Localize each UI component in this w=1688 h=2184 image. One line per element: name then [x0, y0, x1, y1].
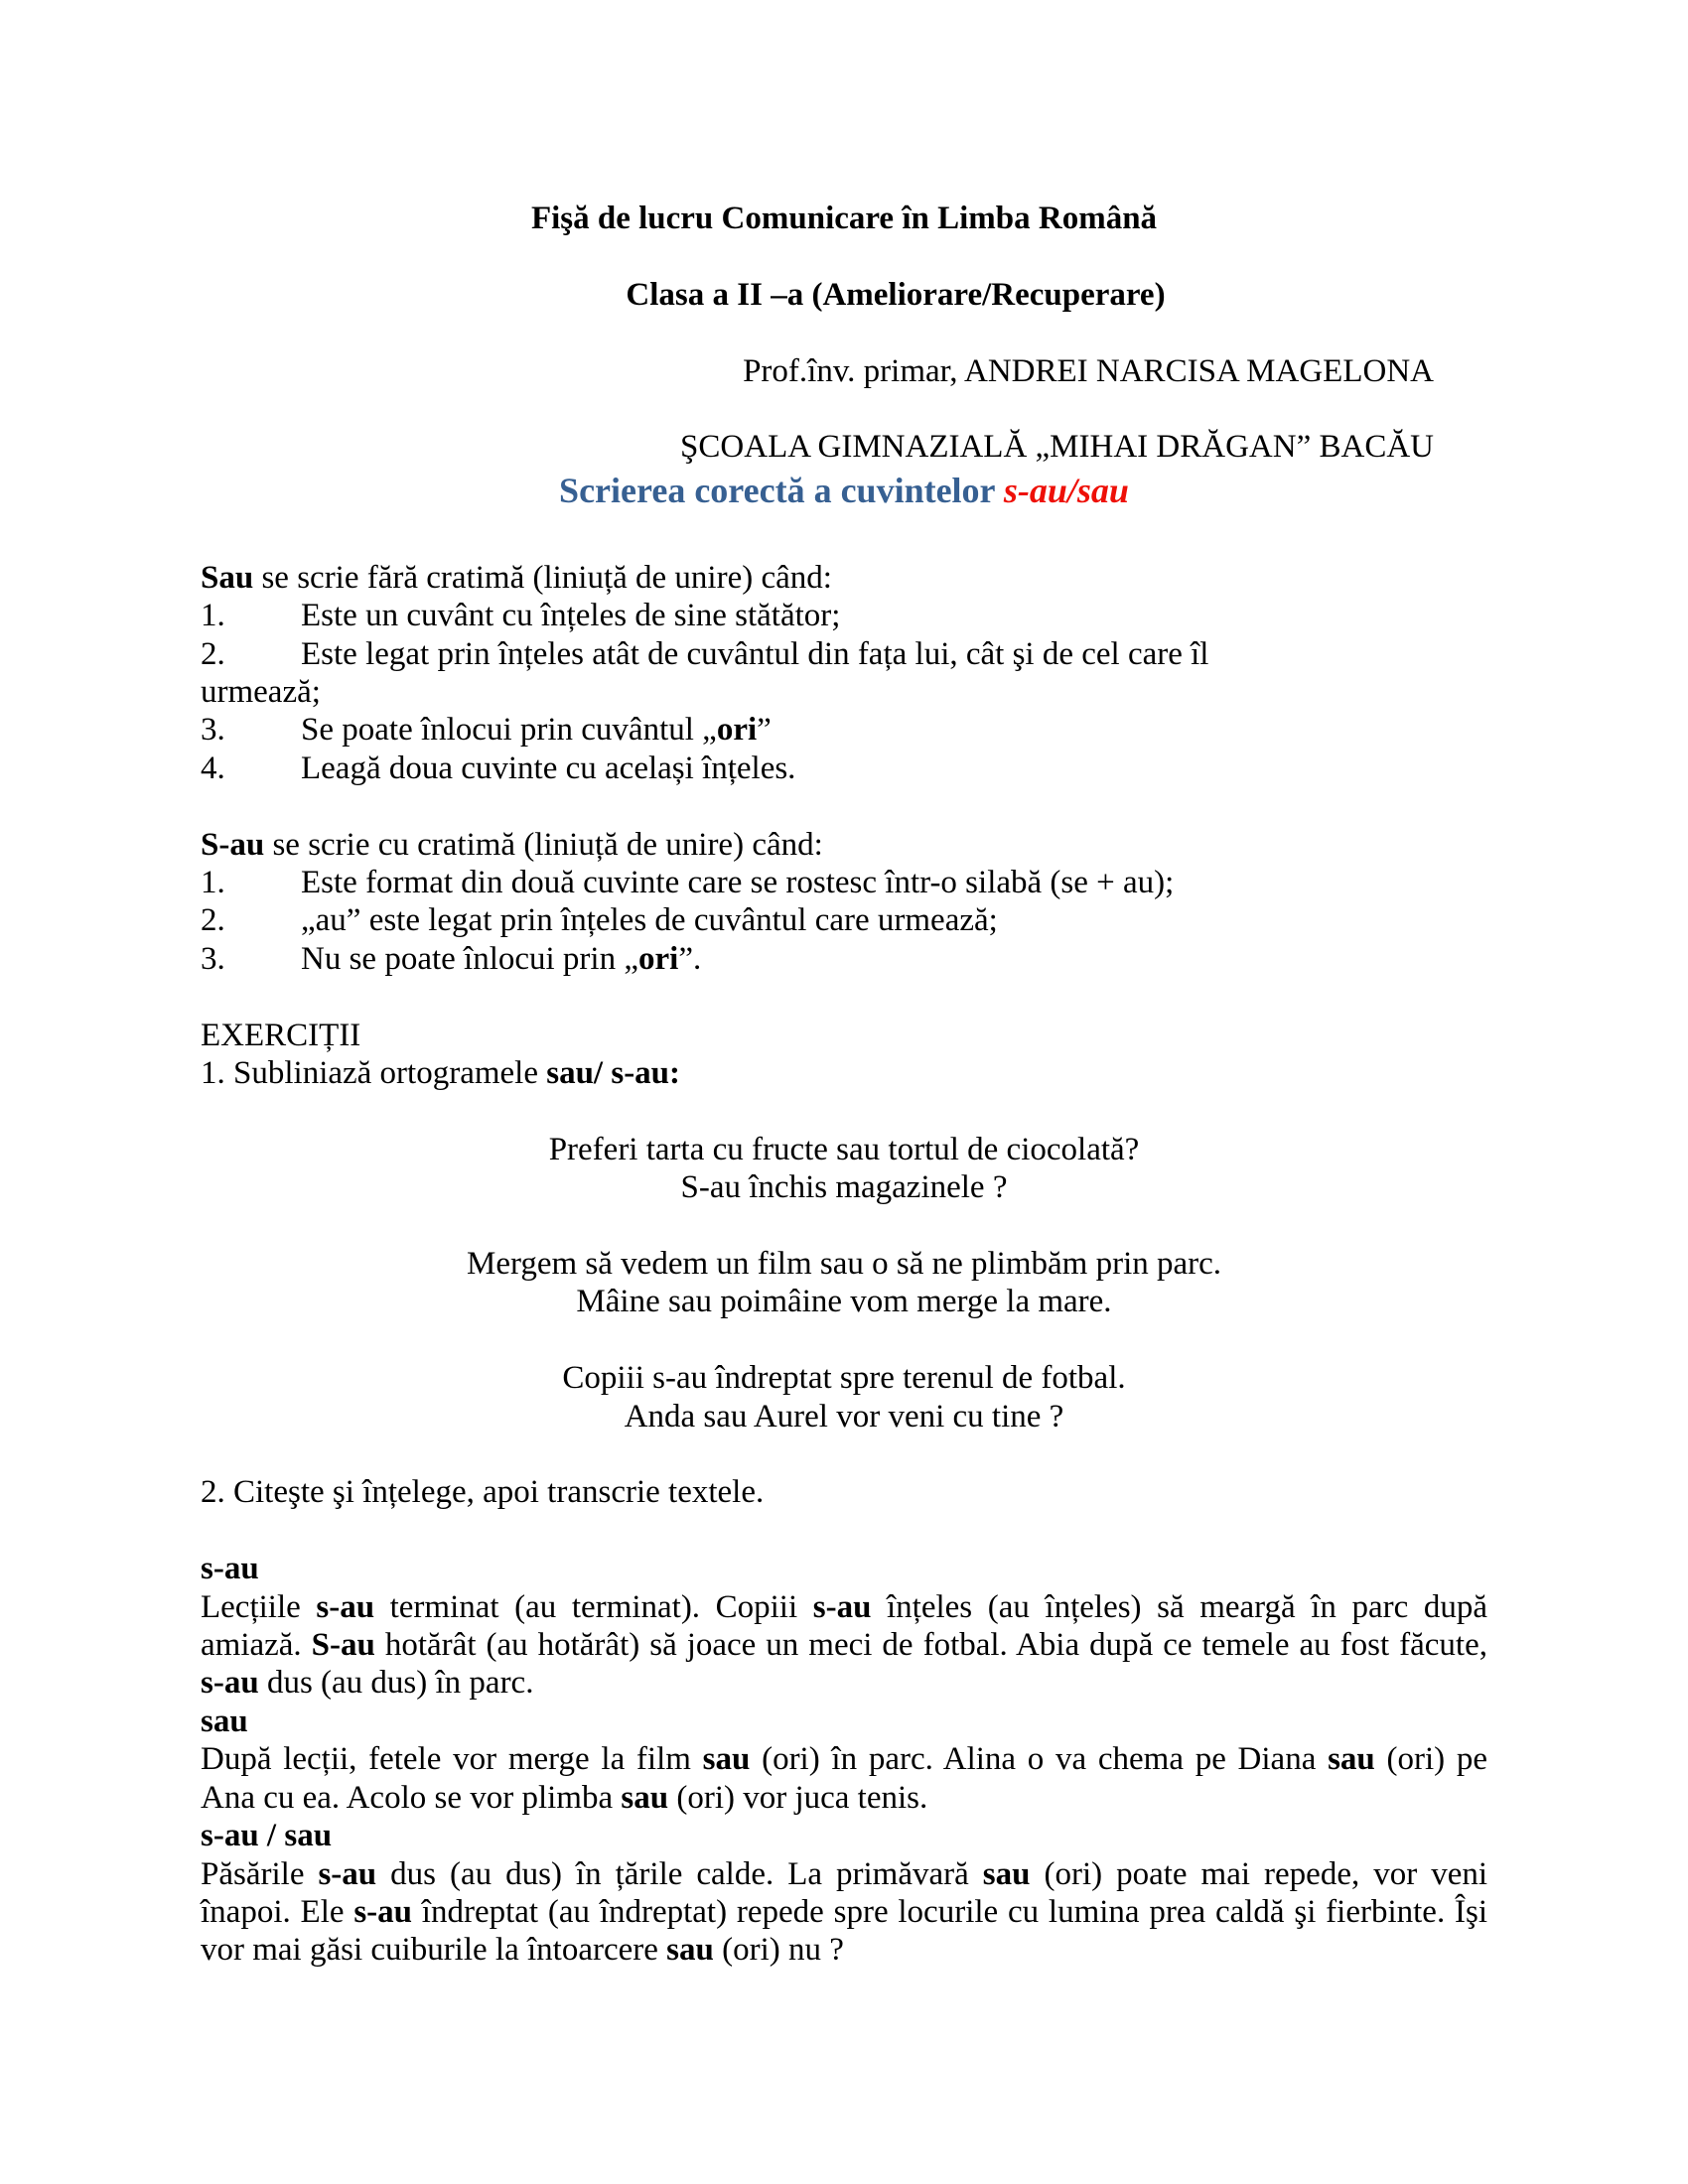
rule-s-au-item — [201, 901, 1487, 939]
text-label-s-au: s-au — [201, 1551, 259, 1587]
rule-sau-item-text: Leagă doua cuvinte cu același înțeles. — [301, 750, 796, 786]
text-paragraph-line: s-au dus (au dus) în parc. — [201, 1665, 534, 1702]
spacer — [201, 1512, 1487, 1550]
spacer — [201, 314, 1487, 351]
text-paragraph-line: După lecții, fetele vor merge la film sau (ori) în parc. Alina o va chema pe Diana sau (ori) pe — [201, 1741, 1488, 1778]
exercise-1-instruction: 1. Subliniază ortogramele sau/ s-au: — [201, 1055, 681, 1092]
exercise-sentence: Mergem să vedem un film sau o să ne plimbăm prin parc. — [466, 1246, 1222, 1283]
spacer — [201, 978, 1487, 1016]
body-block — [201, 559, 1487, 1970]
heading-topic-accent: s-au/sau — [1003, 470, 1129, 510]
teacher-name-line: Prof.înv. primar, ANDREI NARCISA MAGELONA — [743, 352, 1434, 389]
class-level-text: Clasa a II –a (Ameliorare/Recuperare) — [626, 276, 1166, 313]
spacer — [201, 1321, 1487, 1359]
exercise-sentence: S-au închis magazinele ? — [680, 1169, 1008, 1206]
rule-sau-item — [201, 750, 1487, 787]
worksheet-title: Fişă de lucru Comunicare în Limba Română — [530, 201, 1158, 236]
text-paragraph-line: amiază. S-au hotărât (au hotărât) să joace un meci de fotbal. Abia după ce temele au fost făcute, — [201, 1627, 1487, 1664]
spacer — [201, 787, 1487, 825]
list-number: 1. — [201, 865, 225, 901]
rule-sau-intro: Sau se scrie fără cratimă (liniuță de unire) când: — [201, 559, 832, 596]
rule-s-au-item — [201, 940, 1487, 978]
rule-s-au-intro: S-au se scrie cu cratimă (liniuță de unire) când: — [201, 826, 823, 863]
rule-sau-item-text: Este un cuvânt cu înțeles de sine stătător; — [301, 598, 841, 634]
exercise-sentence: Preferi tarta cu fructe sau tortul de ciocolată? — [548, 1131, 1140, 1167]
spacer — [201, 390, 1487, 428]
exercise-sentence: Anda sau Aurel vor veni cu tine ? — [624, 1398, 1064, 1434]
text-label-sau: sau — [201, 1703, 248, 1739]
list-number: 3. — [201, 940, 225, 977]
text-paragraph-line: Ana cu ea. Acolo se vor plimba sau (ori) vor juca tenis. — [201, 1779, 928, 1816]
exercises-label: EXERCIȚII — [201, 1017, 361, 1053]
text-paragraph-line: înapoi. Ele s-au îndreptat (au îndreptat) repede spre locurile cu lumina prea caldă şi fierbinte. Îşi — [201, 1893, 1487, 1930]
exercise-2-instruction: 2. Citeşte şi înțelege, apoi transcrie textele. — [201, 1474, 765, 1511]
spacer — [201, 1092, 1487, 1130]
rule-s-au-item-text: „au” este legat prin înțeles de cuvântul care urmează; — [301, 902, 998, 939]
rule-sau-item-continuation: urmează; — [201, 674, 321, 711]
rule-sau-item — [201, 711, 1487, 749]
list-number: 4. — [201, 750, 225, 786]
lesson-heading — [201, 467, 1487, 514]
spacer — [201, 1435, 1487, 1473]
list-number: 3. — [201, 712, 225, 749]
text-paragraph-line: Păsările s-au dus (au dus) în țările calde. La primăvară sau (ori) poate mai repede, vor veni — [201, 1855, 1488, 1892]
spacer — [201, 1207, 1487, 1245]
rule-s-au-item-text: Nu se poate înlocui prin „ori”. — [301, 940, 702, 977]
rule-sau-item — [201, 597, 1487, 634]
list-number: 2. — [201, 902, 225, 939]
rule-sau-item — [201, 635, 1487, 673]
text-label-s-au-sau: s-au / sau — [201, 1818, 333, 1854]
class-level-line — [201, 276, 1487, 314]
lesson-heading-text: Scrierea corectă a cuvintelor — [559, 470, 1004, 510]
exercise-sentence: Copiii s-au îndreptat spre terenul de fotbal. — [562, 1360, 1126, 1397]
exercise-sentence: Mâine sau poimâine vom merge la mare. — [576, 1284, 1112, 1320]
rule-s-au-item-text: Este format din două cuvinte care se rostesc într-o silabă (se + au); — [301, 865, 1175, 901]
list-number: 2. — [201, 635, 225, 672]
text-paragraph-line: Lecțiile s-au terminat (au terminat). Copiii s-au înțeles (au înțeles) să meargă în parc după — [201, 1588, 1488, 1625]
list-number: 1. — [201, 598, 225, 634]
rule-sau-item-text: Se poate înlocui prin cuvântul „ori” — [301, 712, 772, 749]
rule-sau-item-text: Este legat prin înțeles atât de cuvântul din fața lui, cât şi de cel care îl — [301, 635, 1209, 672]
text-paragraph-line: vor mai găsi cuiburile la întoarcere sau (ori) nu ? — [201, 1932, 844, 1969]
rule-s-au-item — [201, 864, 1487, 901]
spacer — [201, 237, 1487, 275]
school-name-line: ŞCOALA GIMNAZIALĂ „MIHAI DRĂGAN” BACĂU — [680, 429, 1434, 466]
